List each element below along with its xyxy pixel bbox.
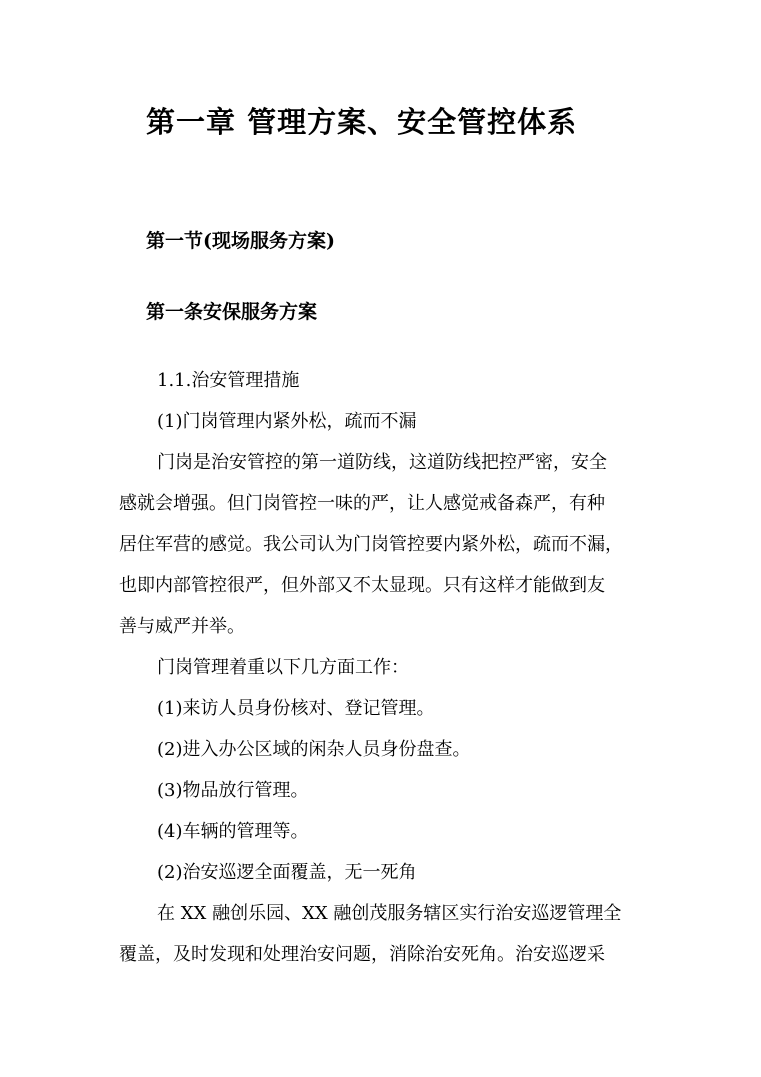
chapter-title: 第一章 管理方案、安全管控体系 xyxy=(146,105,578,139)
list-item: (4)车辆的管理等。 xyxy=(157,821,309,842)
list-item: (3)物品放行管理。 xyxy=(157,780,309,801)
section-title: 第一节(现场服务方案) xyxy=(146,230,335,252)
paragraph-heading: (2)治安巡逻全面覆盖，无一死角 xyxy=(157,862,417,883)
paragraph-heading: (1)门岗管理内紧外松，疏而不漏 xyxy=(157,411,417,432)
paragraph-line: 也即内部管控很严，但外部又不太显现。只有这样才能做到友 xyxy=(119,575,605,596)
paragraph-line: 在 XX 融创乐园、XX 融创茂服务辖区实行治安巡逻管理全 xyxy=(157,903,622,924)
paragraph-line: 居住军营的感觉。我公司认为门岗管控要内紧外松，疏而不漏， xyxy=(119,534,623,555)
subsection-heading: 1.1.治安管理措施 xyxy=(157,370,300,391)
paragraph-line: 感就会增强。但门岗管控一味的严，让人感觉戒备森严，有种 xyxy=(119,493,605,514)
paragraph-line: 善与威严并举。 xyxy=(119,616,245,637)
article-title: 第一条安保服务方案 xyxy=(146,301,318,323)
paragraph-line: 门岗是治安管控的第一道防线，这道防线把控严密，安全 xyxy=(157,452,607,473)
list-item: (1)来访人员身份核对、登记管理。 xyxy=(157,698,435,719)
paragraph-line: 门岗管理着重以下几方面工作： xyxy=(157,657,409,678)
list-item: (2)进入办公区域的闲杂人员身份盘查。 xyxy=(157,739,471,760)
paragraph-line: 覆盖，及时发现和处理治安问题，消除治安死角。治安巡逻采 xyxy=(119,944,605,965)
